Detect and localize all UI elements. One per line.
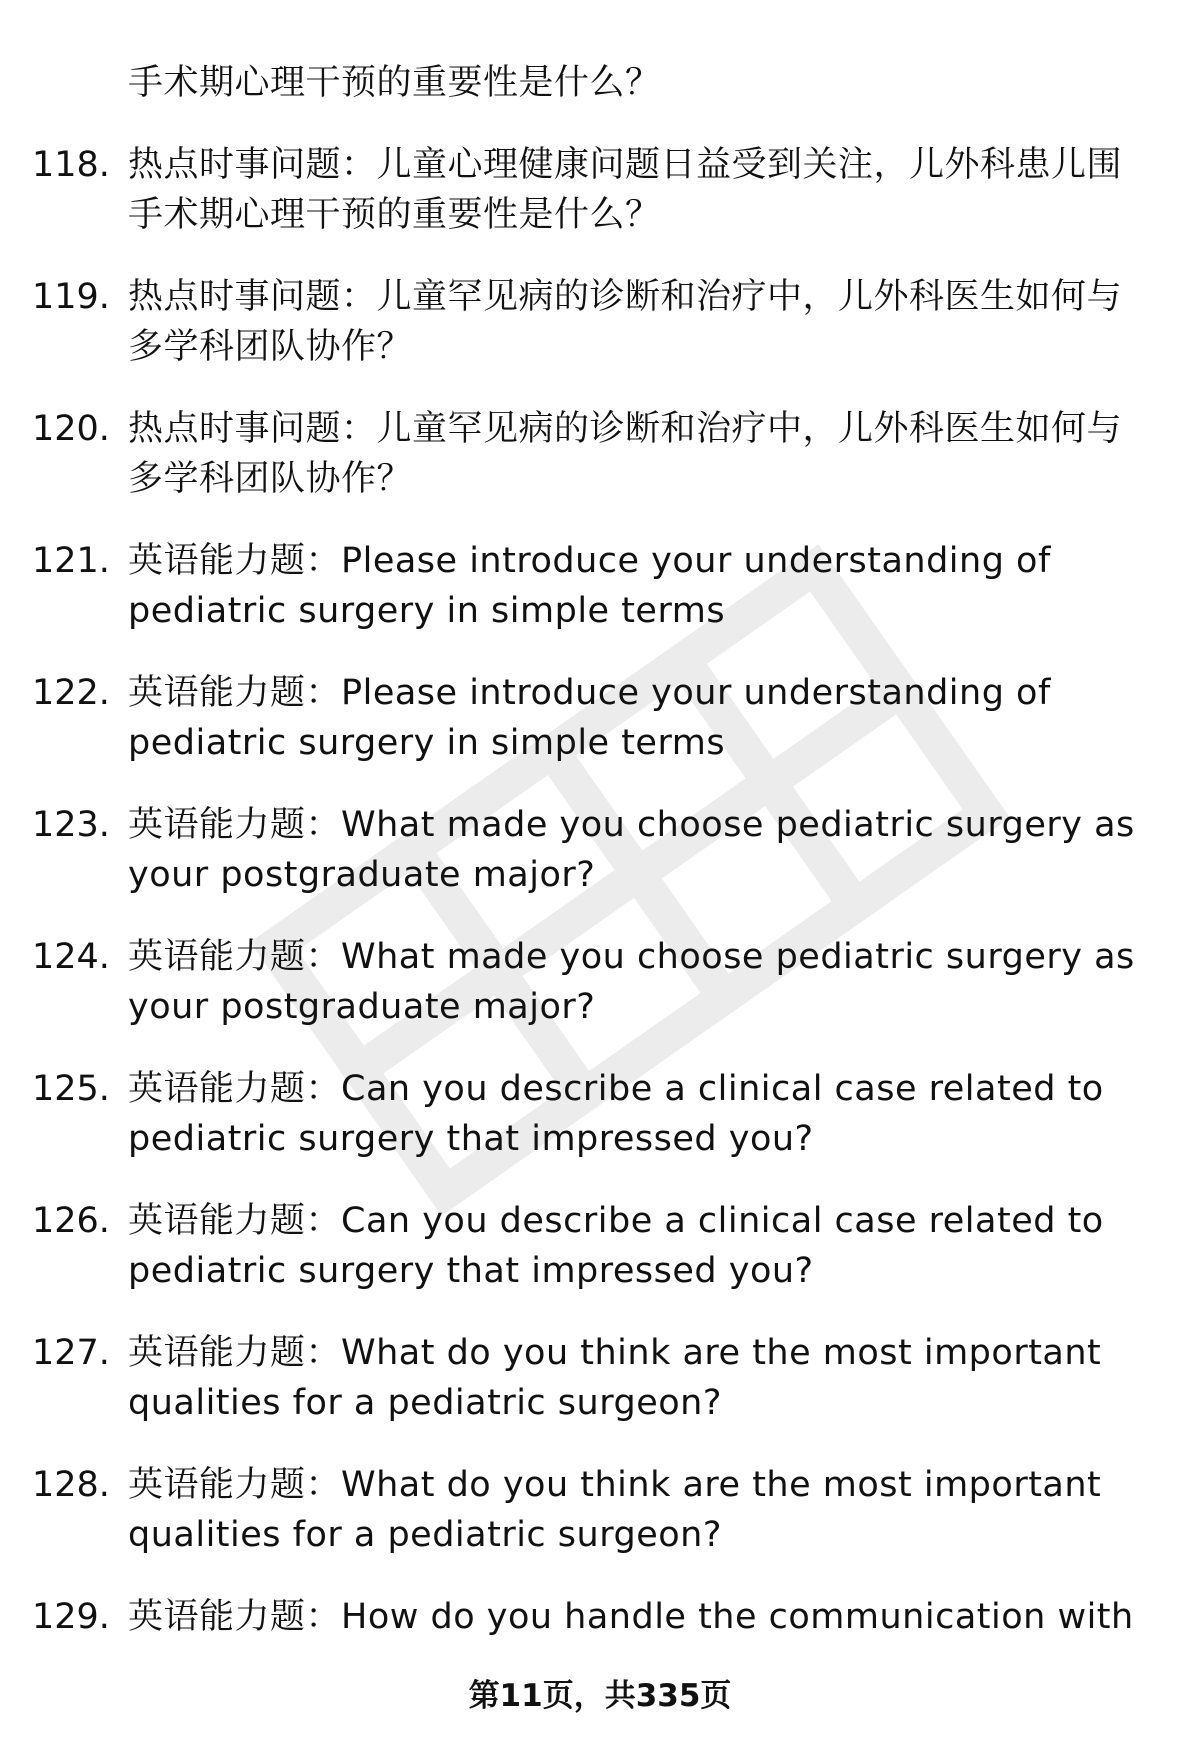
question-text: 英语能力题：What made you choose pediatric surgery as your postgraduate major? [128,805,1135,895]
question-text: 英语能力题：Can you describe a clinical case related to pediatric surgery that impressed you? [128,1201,1104,1291]
question-item [0,668,1200,800]
question-number: 121. [32,541,110,581]
question-text: 热点时事问题：儿童罕见病的诊断和治疗中，儿外科医生如何与多学科团队协作？ [128,277,1123,367]
question-text: 热点时事问题：儿童罕见病的诊断和治疗中，儿外科医生如何与多学科团队协作？ [128,409,1123,499]
question-item [0,1196,1200,1328]
question-list [0,140,1200,1724]
question-item [0,1460,1200,1592]
question-item [0,800,1200,932]
question-item [0,140,1200,272]
question-number: 120. [32,409,110,449]
question-item [0,1064,1200,1196]
question-text: 英语能力题：What made you choose pediatric surgery as your postgraduate major? [128,937,1135,1027]
question-text: 热点时事问题：儿童心理健康问题日益受到关注，儿外科患儿围手术期心理干预的重要性是什么？ [128,145,1123,235]
question-text: 英语能力题：What do you think are the most important qualities for a pediatric surgeon? [128,1333,1102,1423]
question-item [0,1328,1200,1460]
question-number: 126. [32,1201,110,1241]
question-number: 124. [32,937,110,977]
question-number: 128. [32,1465,110,1505]
question-number: 125. [32,1069,110,1109]
question-item [0,404,1200,536]
question-number: 129. [32,1597,110,1637]
question-number: 118. [32,145,110,185]
question-text: 英语能力题：Please introduce your understanding of pediatric surgery in simple terms [128,541,1051,631]
question-number: 119. [32,277,110,317]
question-item [0,536,1200,668]
question-item [0,932,1200,1064]
question-text: 英语能力题：Can you describe a clinical case related to pediatric surgery that impressed you? [128,1069,1104,1159]
question-number: 127. [32,1333,110,1373]
page-footer: 第11页，共335页 [468,1678,732,1714]
question-text: 英语能力题：How do you handle the communication with [128,1597,1134,1637]
question-continuation-text: 手术期心理干预的重要性是什么？ [128,63,661,103]
question-text: 英语能力题：Please introduce your understanding of pediatric surgery in simple terms [128,673,1051,763]
question-item [0,272,1200,404]
question-text: 英语能力题：What do you think are the most important qualities for a pediatric surgeon? [128,1465,1102,1555]
question-number: 122. [32,673,110,713]
question-number: 123. [32,805,110,845]
